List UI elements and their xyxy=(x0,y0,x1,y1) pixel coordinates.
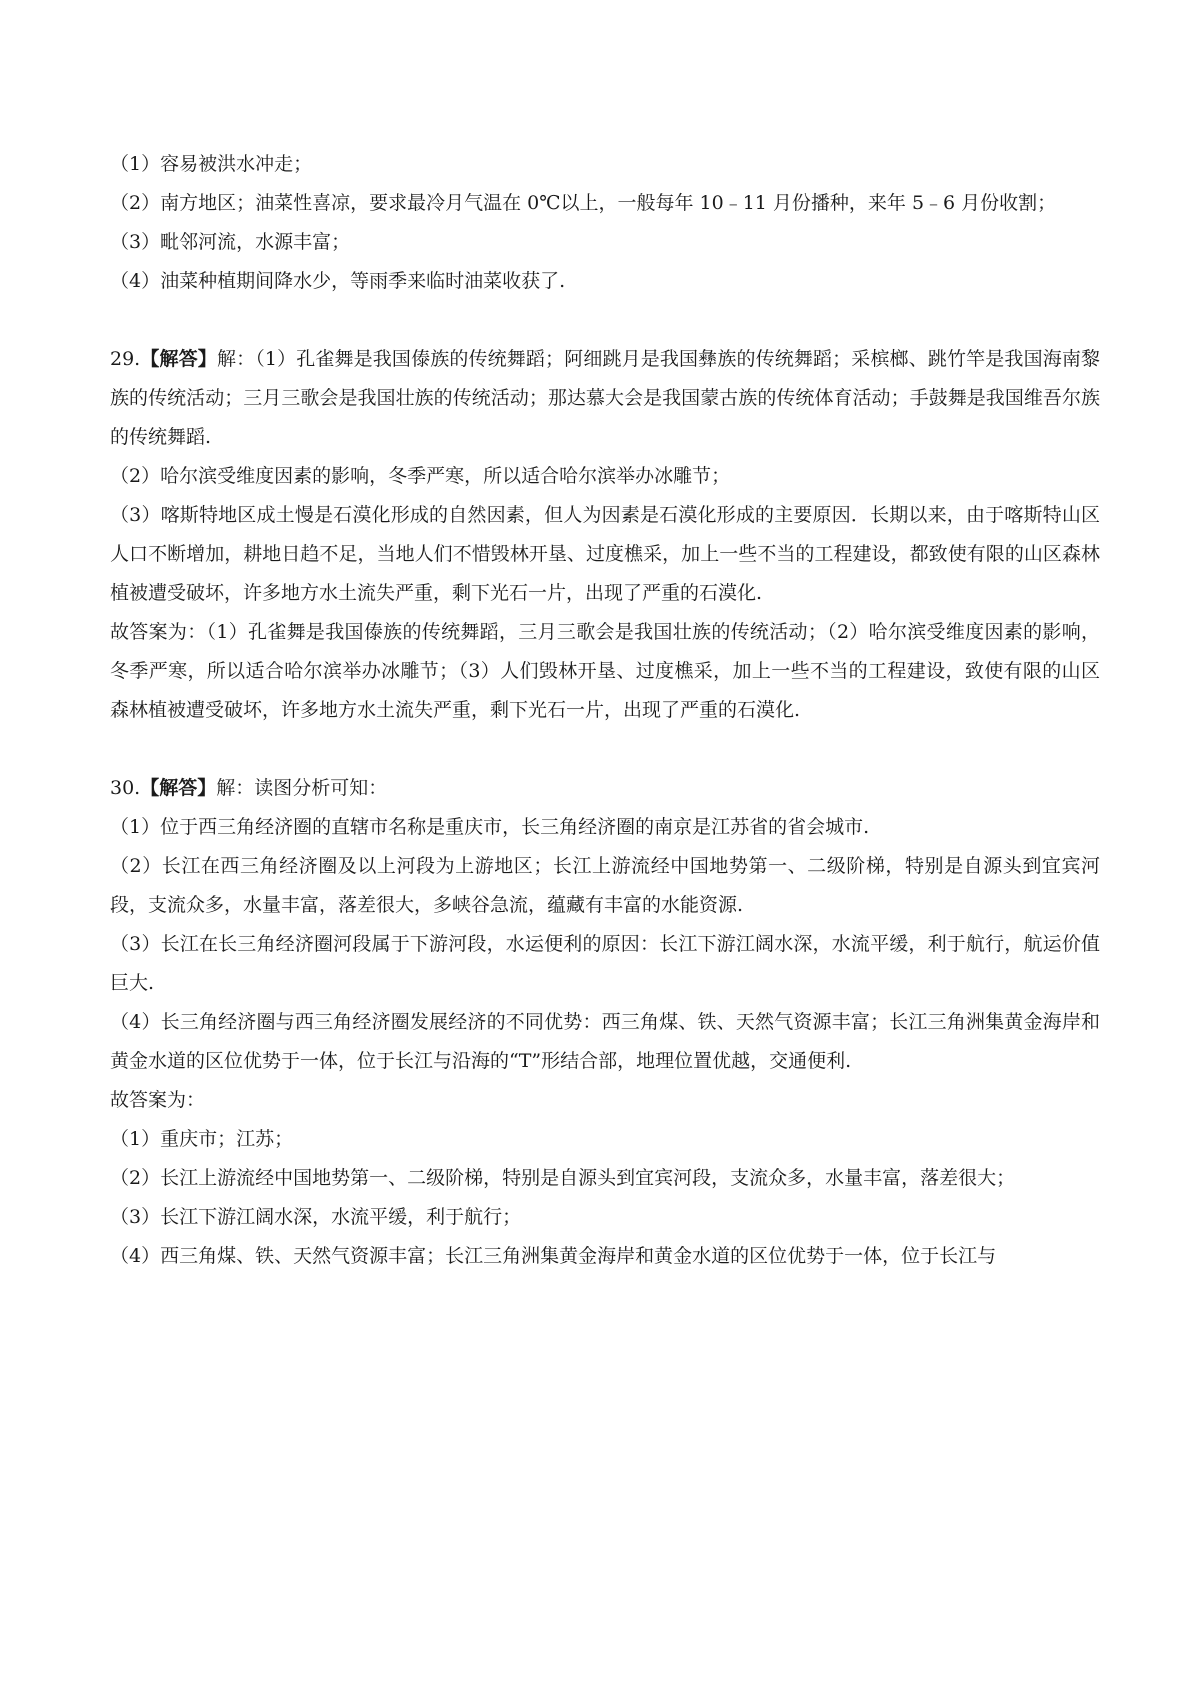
q30-lead-text: 解：读图分析可知： xyxy=(216,777,388,799)
q28-answer-3: （3）毗邻河流，水源丰富； xyxy=(110,231,351,253)
q30-lead-paragraph xyxy=(110,769,1100,808)
q29-final-answer: 故答案为：（1）孔雀舞是我国傣族的传统舞蹈，三月三歌会是我国壮族的传统活动；（2）哈尔滨受维度因素的影响，冬季严寒，所以适合哈尔滨举办冰雕节；（3）人们毁林开垦、过度樵采，加上一些不当的工程建设，致使有限的山区森林植被遭受破坏，许多地方水土流失严重，剩下光石一片，出现了严重的石漠化. xyxy=(110,621,1100,721)
q29-answer-3: （3）喀斯特地区成土慢是石漠化形成的自然因素，但人为因素是石漠化形成的主要原因．长期以来，由于喀斯特山区人口不断增加，耕地日趋不足，当地人们不惜毁林开垦、过度樵采，加上一些不当的工程建设，都致使有限的山区森林植被遭受破坏，许多地方水土流失严重，剩下光石一片，出现了严重的石漠化. xyxy=(110,504,1100,604)
q30-answer-label: 故答案为： xyxy=(110,1089,206,1111)
q30-final-answer-4: （4）西三角煤、铁、天然气资源丰富；长江三角洲集黄金海岸和黄金水道的区位优势于一体，位于长江与 xyxy=(110,1245,997,1267)
q30-answer-3: （3）长江在长三角经济圈河段属于下游河段，水运便利的原因：长江下游江阔水深，水流平缓，利于航行，航运价值巨大. xyxy=(110,933,1100,994)
q29-answer-2: （2）哈尔滨受维度因素的影响，冬季严寒，所以适合哈尔滨举办冰雕节； xyxy=(110,465,731,487)
q29-lead-paragraph xyxy=(110,340,1100,457)
q30-answer-2: （2）长江在西三角经济圈及以上河段为上游地区；长江上游流经中国地势第一、二级阶梯，特别是自源头到宜宾河段，支流众多，水量丰富，落差很大，多峡谷急流，蕴藏有丰富的水能资源. xyxy=(110,855,1100,916)
q30-final-answer-2: （2）长江上游流经中国地势第一、二级阶梯，特别是自源头到宜宾河段，支流众多，水量丰富，落差很大； xyxy=(110,1167,1016,1189)
q29-number: 29. xyxy=(110,348,141,370)
section-gap xyxy=(110,301,1100,340)
q28-answer-2: （2）南方地区；油菜性喜凉，要求最冷月气温在 0℃以上，一般每年 10﹣11 月份播种，来年 5﹣6 月份收割； xyxy=(110,192,1057,214)
q30-final-answer-1: （1）重庆市；江苏； xyxy=(110,1128,294,1150)
q30-answer-tag: 【解答】 xyxy=(140,777,217,799)
q28-answer-4: （4）油菜种植期间降水少，等雨季来临时油菜收获了. xyxy=(110,270,566,292)
q30-number: 30. xyxy=(110,777,141,799)
q29-answer-tag: 【解答】 xyxy=(140,348,217,370)
q28-answer-1: （1）容易被洪水冲走； xyxy=(110,153,313,175)
q30-answer-4: （4）长三角经济圈与西三角经济圈发展经济的不同优势：西三角煤、铁、天然气资源丰富；长江三角洲集黄金海岸和黄金水道的区位优势于一体，位于长江与沿海的“T”形结合部，地理位置优越，交通便利. xyxy=(110,1011,1100,1072)
q30-final-answer-3: （3）长江下游江阔水深，水流平缓，利于航行； xyxy=(110,1206,522,1228)
q29-lead-text: 解：（1）孔雀舞是我国傣族的传统舞蹈；阿细跳月是我国彝族的传统舞蹈；采槟榔、跳竹竿是我国海南黎族的传统活动；三月三歌会是我国壮族的传统活动；那达慕大会是我国蒙古族的传统体育活动；手鼓舞是我国维吾尔族的传统舞蹈. xyxy=(110,348,1100,448)
section-gap xyxy=(110,730,1100,769)
q30-answer-1: （1）位于西三角经济圈的直辖市名称是重庆市，长三角经济圈的南京是江苏省的省会城市. xyxy=(110,816,870,838)
